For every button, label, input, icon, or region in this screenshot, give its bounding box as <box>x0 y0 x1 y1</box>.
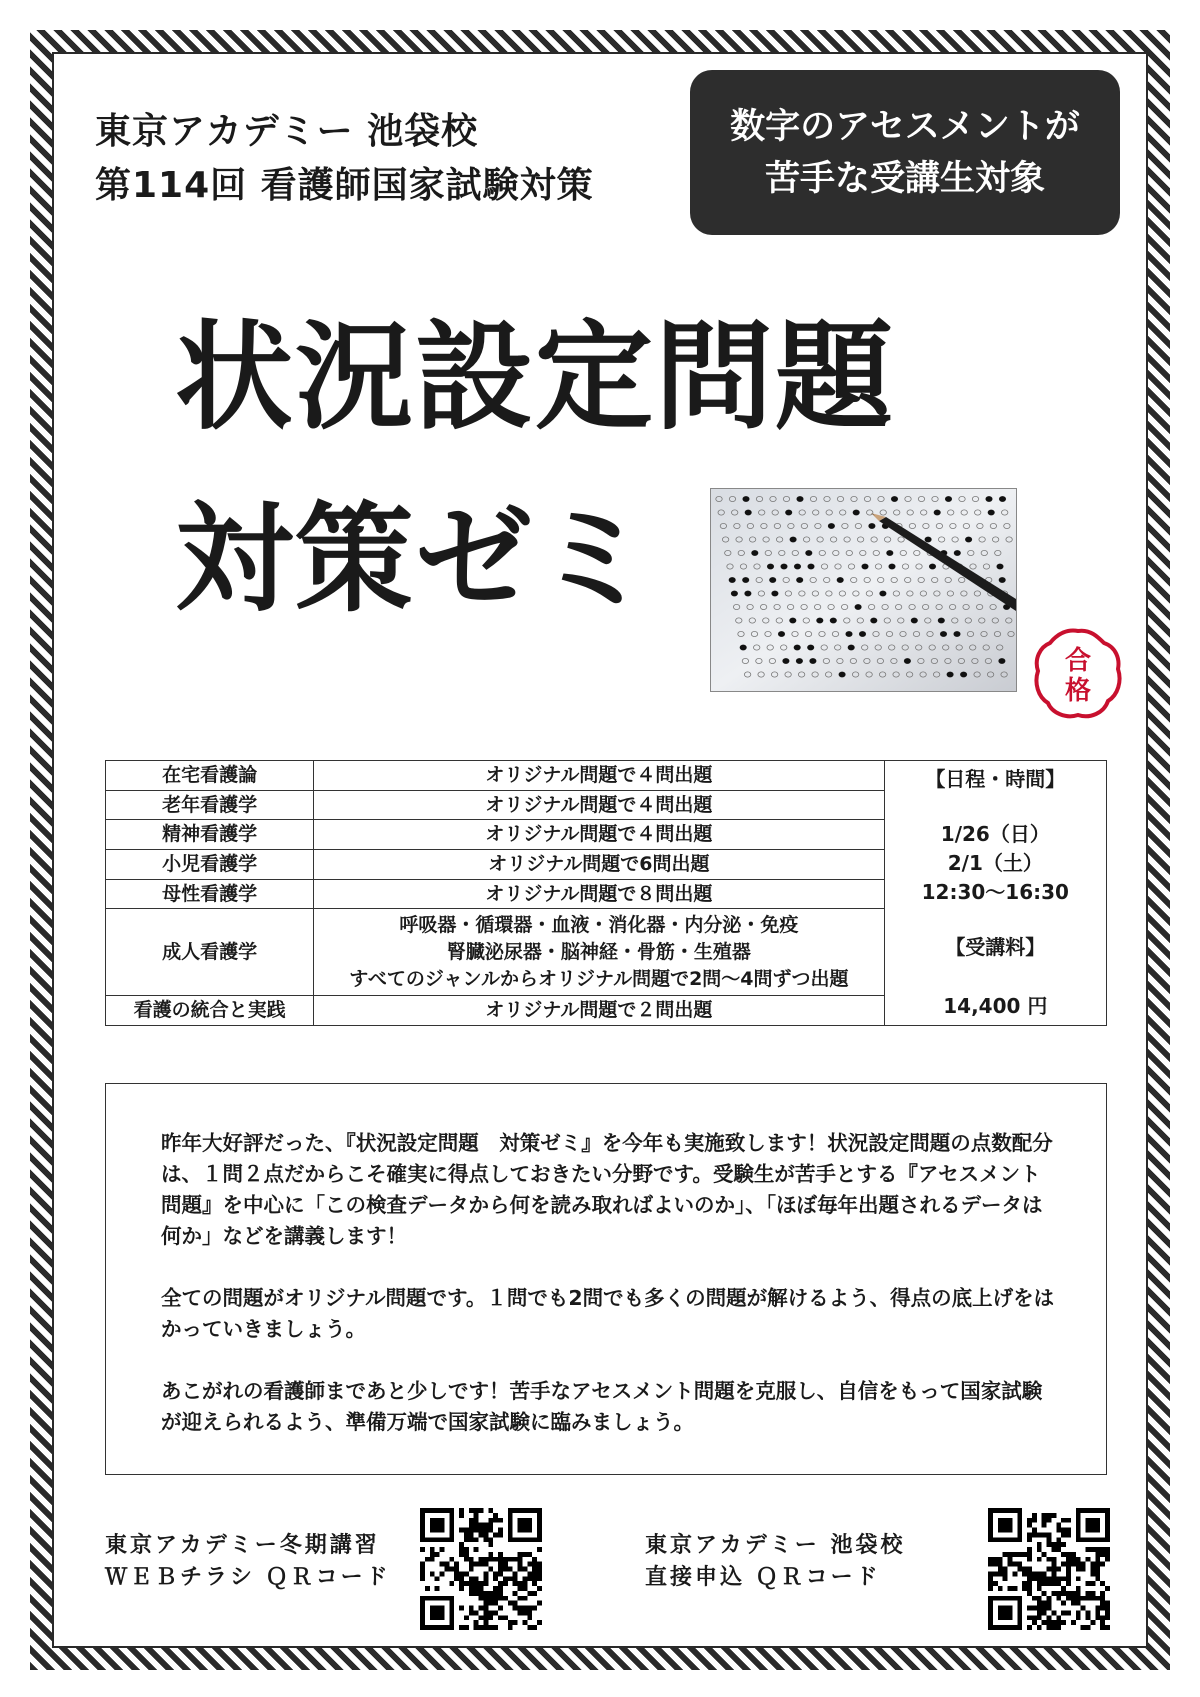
content-line: すべてのジャンルからオリジナル問題で2問～4問ずつ出題 <box>349 967 849 990</box>
date-1: 1/26（日） <box>940 822 1050 846</box>
content-cell: オリジナル問題で6問出題 <box>314 850 884 880</box>
content-cell: オリジナル問題で８問出題 <box>314 879 884 909</box>
date-2: 2/1（土） <box>947 851 1043 875</box>
description-paragraph-1: 昨年大好評だった、『状況設定問題 対策ゼミ』を今年も実施致します！状況設定問題の点数配分は、１問２点だからこそ確実に得点しておきたい分野です。受験生が苦手とする『アセスメント問題』を中心に「この検査データから何を読み取ればよいのか」、「ほぼ毎年出題されるデータは何か」などを講義します！ <box>161 1131 1053 1248</box>
content-line: 腎臓泌尿器・脳神経・骨筋・生殖器 <box>446 940 751 963</box>
badge-line-1: 数字のアセスメントが <box>730 106 1080 147</box>
main-title-line-1: 状況設定問題 <box>175 308 896 446</box>
fee-amount: 14,400 円 <box>943 994 1048 1018</box>
web-flyer-qr-label <box>105 1530 391 1594</box>
subject-cell: 小児看護学 <box>106 850 314 880</box>
content-cell: オリジナル問題で４問出題 <box>314 761 884 791</box>
qr-label-line-2: ＷＥＢチラシ ＱＲコード <box>105 1565 391 1590</box>
content-cell: オリジナル問題で２問出題 <box>314 996 884 1026</box>
subject-cell: 母性看護学 <box>106 879 314 909</box>
answer-sheet-photo <box>710 488 1017 692</box>
svg-text:格: 格 <box>1064 676 1092 706</box>
content-line: 呼吸器・循環器・血液・消化器・内分泌・免疫 <box>399 913 799 936</box>
pass-stamp <box>1032 625 1124 723</box>
content-cell: オリジナル問題で４問出題 <box>314 790 884 820</box>
main-title-line-2: 対策ゼミ <box>175 490 656 628</box>
subject-cell: 在宅看護論 <box>106 761 314 791</box>
school-title <box>95 105 594 213</box>
target-audience-badge <box>690 70 1120 235</box>
application-qr-code[interactable] <box>988 1508 1110 1630</box>
subject-cell: 精神看護学 <box>106 820 314 850</box>
course-table <box>105 760 1107 1026</box>
web-flyer-qr-code[interactable] <box>420 1508 542 1630</box>
table-row <box>106 761 1107 791</box>
school-name: 東京アカデミー 池袋校 <box>95 111 479 152</box>
qr-label-line-2: 直接申込 ＱＲコード <box>645 1565 881 1590</box>
subject-cell: 成人看護学 <box>106 909 314 996</box>
subject-cell: 看護の統合と実践 <box>106 996 314 1026</box>
exam-name: 第114回 看護師国家試験対策 <box>95 165 594 206</box>
badge-line-2: 苦手な受講生対象 <box>764 158 1045 199</box>
subject-cell: 老年看護学 <box>106 790 314 820</box>
content-cell <box>314 909 884 996</box>
schedule-info-cell <box>884 761 1106 1026</box>
description-paragraph-3: あこがれの看護師まであと少しです！苦手なアセスメント問題を克服し、自信をもって国家試験が迎えられるよう、準備万端で国家試験に臨みましょう。 <box>161 1379 1043 1434</box>
content-cell: オリジナル問題で４問出題 <box>314 820 884 850</box>
schedule-heading: 【日程・時間】 <box>925 767 1066 791</box>
fee-heading: 【受講料】 <box>945 935 1046 959</box>
time-range: 12:30～16:30 <box>921 880 1069 904</box>
svg-text:合: 合 <box>1064 646 1092 676</box>
qr-label-line-1: 東京アカデミー冬期講習 <box>105 1533 380 1558</box>
description-paragraph-2: 全ての問題がオリジナル問題です。１問でも2問でも多くの問題が解けるよう、得点の底上げをはかっていきましょう。 <box>161 1286 1055 1341</box>
qr-label-line-1: 東京アカデミー 池袋校 <box>645 1533 906 1558</box>
application-qr-label <box>645 1530 905 1594</box>
description-box <box>105 1083 1107 1475</box>
